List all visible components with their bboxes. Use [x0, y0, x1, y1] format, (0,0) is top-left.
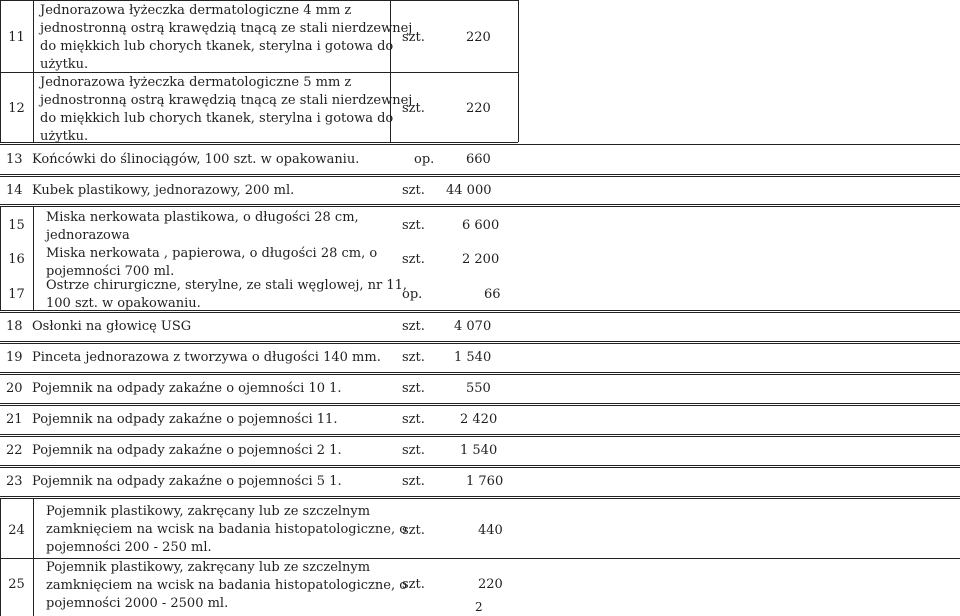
- item-description: Jednorazowa łyżeczka dermatologiczne 5 mm z jednostronną ostrą krawędzią tnącą ze stali nierdzewnej do miękkich lub chorych tkanek, sterylna i gotowa do użytku.: [40, 75, 413, 144]
- row-number: 15: [8, 218, 25, 233]
- item-unit: szt.: [402, 523, 425, 538]
- item-quantity: 220: [466, 101, 491, 116]
- item-unit: szt.: [402, 183, 425, 198]
- item-unit: szt.: [402, 252, 425, 267]
- item-description: Ostrze chirurgiczne, sterylne, ze stali węglowej, nr 11, 100 szt. w opakowaniu.: [46, 278, 408, 311]
- item-unit: szt.: [402, 319, 425, 334]
- item-quantity: 1 540: [454, 350, 492, 365]
- item-quantity: 220: [478, 577, 503, 592]
- item-unit: op.: [414, 152, 435, 167]
- item-unit: op.: [402, 287, 423, 302]
- row-number: 24: [8, 523, 25, 538]
- item-quantity: 4 070: [454, 319, 492, 334]
- item-description: Pojemnik na odpady zakaźne o ojemności 10 1.: [32, 381, 342, 396]
- item-unit: szt.: [402, 577, 425, 592]
- item-unit: szt.: [402, 101, 425, 116]
- item-unit: szt.: [402, 350, 425, 365]
- item-unit: szt.: [402, 30, 425, 45]
- row-number: 18: [6, 319, 23, 334]
- item-unit: szt.: [402, 412, 425, 427]
- item-quantity: 44 000: [446, 183, 492, 198]
- row-number: 13: [6, 152, 23, 167]
- row-number: 19: [6, 350, 23, 365]
- item-unit: szt.: [402, 443, 425, 458]
- row-number: 17: [8, 287, 25, 302]
- item-description: Pinceta jednorazowa z tworzywa o długości 140 mm.: [32, 350, 381, 365]
- item-unit: szt.: [402, 381, 425, 396]
- item-description: Pojemnik na odpady zakaźne o pojemności 11.: [32, 412, 338, 427]
- item-quantity: 550: [466, 381, 491, 396]
- item-description: Kubek plastikowy, jednorazowy, 200 ml.: [32, 183, 295, 198]
- item-description: Osłonki na głowicę USG: [32, 319, 192, 334]
- item-description: Pojemnik na odpady zakaźne o pojemności 5 1.: [32, 474, 342, 489]
- item-quantity: 2 420: [460, 412, 498, 427]
- item-description: Pojemnik na odpady zakaźne o pojemności 2 1.: [32, 443, 342, 458]
- item-description: Pojemnik plastikowy, zakręcany lub ze szczelnym zamknięciem na wcisk na badania histopatologiczne, o pojemności 200 - 250 ml.: [46, 504, 408, 555]
- row-number: 16: [8, 252, 25, 267]
- row-number: 11: [8, 30, 25, 45]
- item-description: Końcówki do ślinociągów, 100 szt. w opakowaniu.: [32, 152, 360, 167]
- row-number: 23: [6, 474, 23, 489]
- item-unit: szt.: [402, 218, 425, 233]
- item-quantity: 66: [484, 287, 501, 302]
- row-number: 20: [6, 381, 23, 396]
- item-description: Miska nerkowata , papierowa, o długości 28 cm, o pojemności 700 ml.: [46, 246, 378, 279]
- item-quantity: 440: [478, 523, 503, 538]
- item-quantity: 220: [466, 30, 491, 45]
- item-quantity: 6 600: [462, 218, 500, 233]
- item-description: Pojemnik plastikowy, zakręcany lub ze szczelnym zamknięciem na wcisk na badania histopatologiczne, o pojemności 2000 - 2500 ml.: [46, 560, 408, 611]
- row-number: 14: [6, 183, 23, 198]
- item-quantity: 1 540: [460, 443, 498, 458]
- item-quantity: 660: [466, 152, 491, 167]
- item-unit: szt.: [402, 474, 425, 489]
- row-number: 21: [6, 412, 23, 427]
- item-description: Jednorazowa łyżeczka dermatologiczne 4 mm z jednostronną ostrą krawędzią tnącą ze stali nierdzewnej do miękkich lub chorych tkanek, sterylna i gotowa do użytku.: [40, 3, 413, 72]
- page-number: 2: [475, 600, 483, 614]
- row-number: 22: [6, 443, 23, 458]
- item-description: Miska nerkowata plastikowa, o długości 28 cm, jednorazowa: [46, 210, 359, 243]
- row-number: 12: [8, 101, 25, 116]
- row-number: 25: [8, 577, 25, 592]
- item-quantity: 1 760: [466, 474, 504, 489]
- item-quantity: 2 200: [462, 252, 500, 267]
